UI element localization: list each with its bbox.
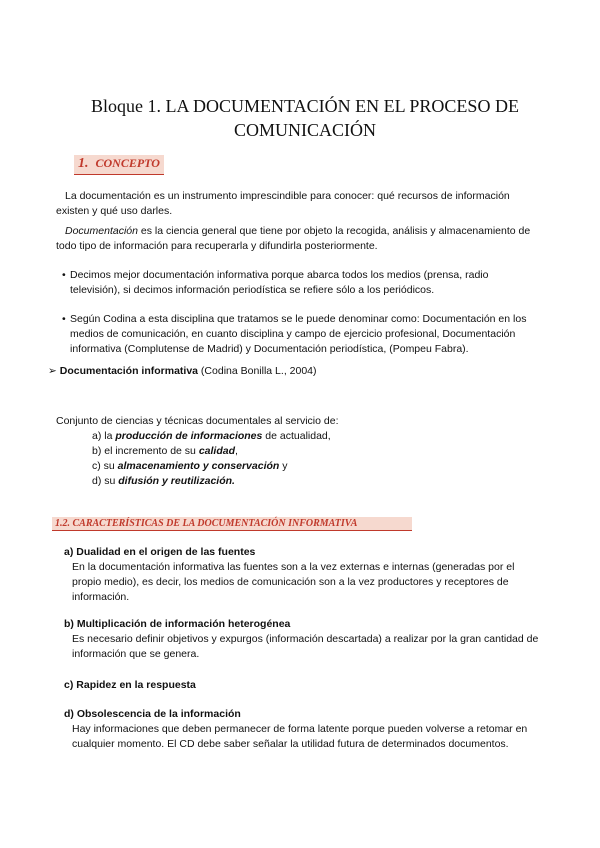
arrow-term: Documentación informativa	[59, 365, 199, 377]
characteristic-item-a	[64, 545, 544, 605]
definition-text: es la ciencia general que tiene por objeto la recogida, análisis y almacenamiento de todo tipo de información para recuperarla y difundirla posteriormente.	[56, 225, 531, 252]
item-body: En la documentación informativa las fuentes son a la vez externas e internas (generadas por el propio medio), es decir, los medios de comunicación son a la vez productores y receptores de información.	[72, 561, 515, 603]
paragraph-definition	[56, 224, 544, 254]
item-label: a)	[64, 546, 74, 558]
section-number: 1.	[78, 156, 89, 171]
section-title: CONCEPTO	[95, 156, 160, 170]
list-item: b) el incremento de su calidad,	[92, 445, 238, 457]
characteristic-item-d	[64, 707, 544, 752]
item-heading: Dualidad en el origen de las fuentes	[76, 546, 256, 558]
item-label: c)	[64, 679, 74, 691]
item-label: d)	[64, 708, 74, 720]
section-heading-caracteristicas: 1.2. CARACTERÍSTICAS DE LA DOCUMENTACIÓN INFORMATIVA	[52, 517, 412, 531]
list-item: d) su difusión y reutilización.	[92, 475, 235, 487]
characteristic-item-b	[64, 617, 544, 662]
title-line-1: Bloque 1. LA DOCUMENTACIÓN EN EL PROCESO DE	[91, 96, 519, 116]
bullet-text: Decimos mejor documentación informativa porque abarca todos los medios (prensa, radio televisión), si decimos información periodística se refiere sólo a los periódicos.	[70, 269, 489, 296]
bullet-icon: •	[62, 313, 66, 325]
document-title	[60, 94, 550, 142]
bullet-item-2	[62, 312, 540, 357]
bullet-item-1	[62, 268, 540, 298]
characteristic-item-c	[64, 678, 544, 693]
item-heading: Rapidez en la respuesta	[76, 679, 196, 691]
section-heading-concepto	[74, 155, 164, 175]
item-body: Es necesario definir objetivos y expurgos (información descartada) a realizar por la gran cantidad de información que se genera.	[72, 633, 539, 660]
item-heading: Obsolescencia de la información	[76, 708, 241, 720]
arrow-item-documentacion-informativa	[48, 364, 317, 379]
arrow-reference: (Codina Bonilla L., 2004)	[198, 365, 317, 377]
item-heading: Multiplicación de información heterogénea	[76, 618, 291, 630]
paragraph-intro: La documentación es un instrumento imprescindible para conocer: qué recursos de información existen y qué uso darles.	[56, 190, 510, 217]
term-documentacion: Documentación	[65, 225, 138, 237]
bullet-icon: •	[62, 269, 66, 281]
item-body: Hay informaciones que deben permanecer de forma latente porque pueden volverse a retomar en cualquier momento. El CD debe saber señalar la utilidad futura de determinados documentos.	[72, 723, 528, 750]
service-list	[92, 429, 331, 489]
list-item: a) la producción de informaciones de actualidad,	[92, 430, 331, 442]
bullet-text: Según Codina a esta disciplina que tratamos se le puede denominar como: Documentación en los medios de comunicación, en cuanto disciplina y campo de ejercicio profesional, Documentación informativa (Complutense de Madrid) y Documentación periodística, (Pompeu Fabra).	[70, 313, 527, 355]
title-line-2: COMUNICACIÓN	[233, 120, 376, 140]
list-item: c) su almacenamiento y conservación y	[92, 460, 288, 472]
paragraph-conjunto: Conjunto de ciencias y técnicas documentales al servicio de:	[56, 415, 339, 427]
arrow-icon: ➢	[48, 365, 57, 377]
item-label: b)	[64, 618, 74, 630]
